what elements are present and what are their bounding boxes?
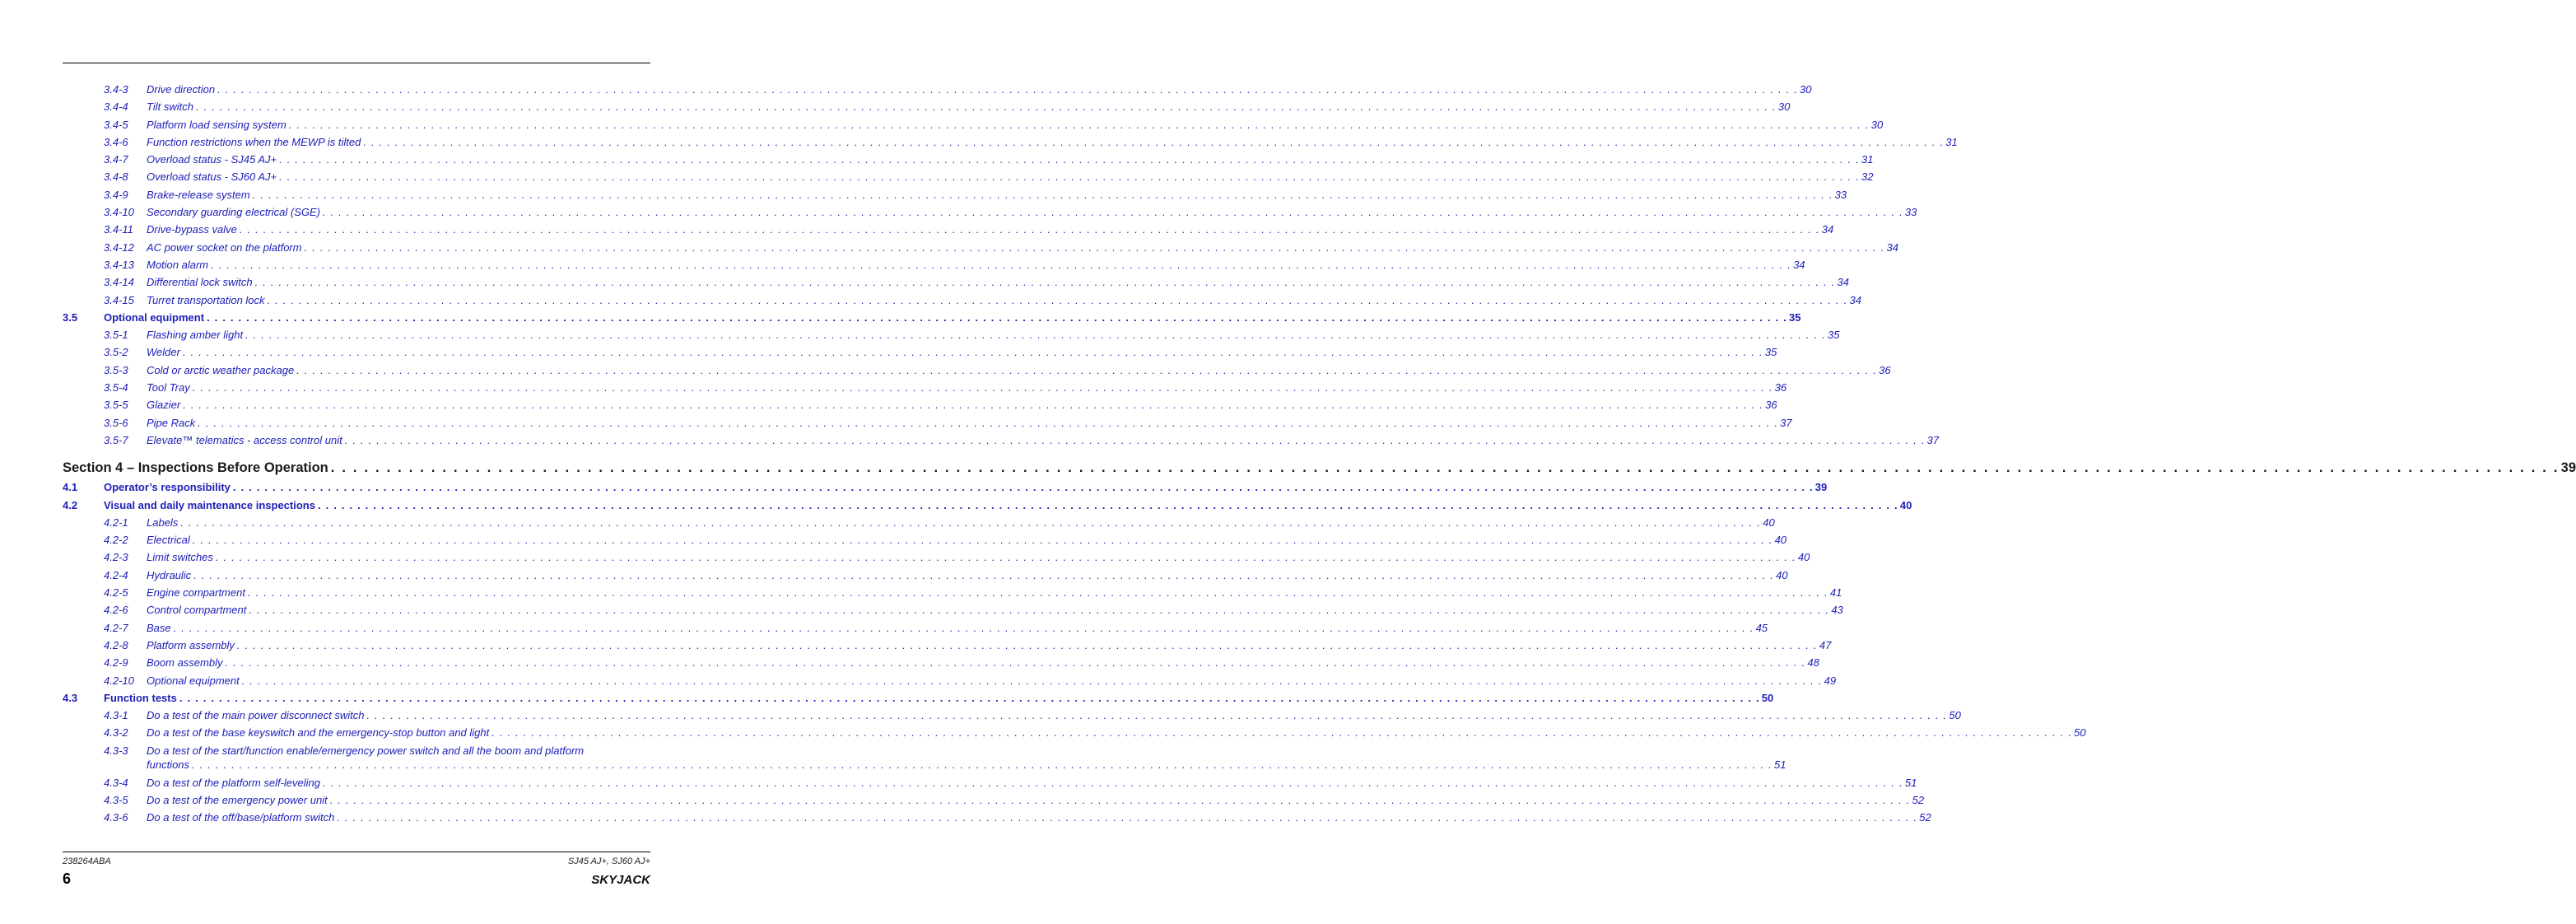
toc-entry-title: Operator’s responsibility [104, 478, 233, 496]
toc-entry-page: 36 [1773, 379, 1786, 396]
toc-subsection-entry[interactable] [63, 531, 1787, 548]
toc-subsection-entry[interactable] [63, 362, 1891, 379]
toc-entry-number: 3.4-13 [104, 258, 134, 271]
skyjack-logo [576, 871, 650, 886]
toc-section-entry[interactable] [63, 689, 1774, 707]
toc-entry-title: Do a test of the off/base/platform switch [147, 809, 337, 826]
toc-subsection-entry[interactable] [63, 133, 1958, 151]
toc-entry-number: 4.2-8 [104, 638, 128, 651]
toc-entry-number: 3.4-12 [104, 240, 134, 254]
toc-entry-page: 31 [1860, 151, 1873, 168]
toc-entry-page: 34 [1820, 221, 1833, 238]
toc-entry-title: Flashing amber light [147, 326, 245, 343]
toc-entry-title: Platform assembly [147, 637, 237, 654]
toc-entry-page: 36 [1877, 362, 1890, 379]
toc-entry-title: Engine compartment [147, 584, 248, 601]
toc-leader-dots: . . . . . . . . . . . . . . . . . . . . . . . . . . . . . . . . . . . . . . . . . . . . . . . . . . . . . . . . . . . . . . . . . . . . . . . . . . . . . . . . . . . . . . . . . . . . . . . . . . . . . . . . . . . . . . . . . . . . . . . . . . . . . . . . . . . . . . . . . . . . . . . . . . . . . . . . . . . . . . . . . . . . . . . . . . . . . . . . . . . . . . . . . . . . . . . . . . . . . . . . [317, 498, 1898, 511]
toc-subsection-entry[interactable] [63, 514, 1775, 531]
toc-entry-page: 51 [1773, 758, 1786, 771]
toc-leader-dots: . . . . . . . . . . . . . . . . . . . . . . . . . . . . . . . . . . . . . . . . . . . . . . . . . . . . . . . . . . . . . . . . . . . . . . . . . . . . . . . . . . . . . . . . . . . . . . . . . . . . . . . . . . . . . . . . . . . . . . . . . . . . . . . . . . . . . . . . . . . . . . . . . . . . . . . . . . . . . . . . . . . . . . . . . . . . . . . . . . . . . . . . . . . . . . . . . . . . . . . . [183, 399, 1764, 412]
toc-entry-page: 41 [1828, 584, 1842, 601]
toc-entry-number: 4.2-5 [104, 586, 128, 600]
toc-leader-dots: . . . . . . . . . . . . . . . . . . . . . . . . . . . . . . . . . . . . . . . . . . . . . . . . . . . . . . . . . . . . . . . . . . . . . . . . . . . . . . . . . . . . . . . . . . . . . . . . . . . . . . . . . . . . . . . . . . . . . . . . . . . . . . . . . . . . . . . . . . . . . . . . . . . . . . . . . . . . . . . . . . . . . . . . . . . . . . . . . . . . . . . . . . . . . . . . . . . . . . . . [323, 776, 1903, 789]
toc-entry-title: Boom assembly [147, 654, 225, 671]
toc-entry-number: 3.5-5 [104, 399, 128, 412]
toc-chapter-entry[interactable] [63, 459, 2576, 477]
toc-subsection-entry[interactable] [63, 168, 1874, 185]
toc-entry-page: 52 [1911, 791, 1924, 809]
toc-entry-number: 4.2-4 [104, 568, 128, 581]
toc-leader-dots: . . . . . . . . . . . . . . . . . . . . . . . . . . . . . . . . . . . . . . . . . . . . . . . . . . . . . . . . . . . . . . . . . . . . . . . . . . . . . . . . . . . . . . . . . . . . . . . . . . . . . . . . . . . . . . . . . . . . . . . . . . . . . . . . . . . . . . . . . . . . . . . . . . . . . . . . . . . . . . . . . . . . . . . . . . . . . . . . . . . . . . . . . . . . . . . . . . . . . . . . [173, 621, 1754, 634]
toc-entry-title: Function restrictions when the MEWP is tilted [147, 133, 363, 151]
toc-entry-title: Pipe Rack [147, 414, 198, 432]
toc-entry-page: 34 [1885, 239, 1898, 256]
toc-entry-page: 40 [1774, 567, 1787, 584]
toc-entry-wrapped[interactable] [63, 744, 1786, 772]
toc-subsection-entry[interactable] [63, 116, 1884, 133]
toc-entry-title: Do a test of the emergency power unit [147, 791, 330, 809]
toc-entry-page: 51 [1903, 774, 1917, 791]
toc-entry-number: 4.2-2 [104, 534, 128, 547]
toc-subsection-entry[interactable] [63, 379, 1787, 396]
toc-entry-number: 4.2-3 [104, 551, 128, 564]
toc-leader-dots: . . . . . . . . . . . . . . . . . . . . . . . . . . . . . . . . . . . . . . . . . . . . . . . . . . . . . . . . . . . . . . . . . . . . . . . . . . . . . . . . . . . . . . . . . . . . . . . . . . . . . . . . . . . . . . . . . . . . . . . . . . . . . . . . . . . . . . . . . . . . . . . . . . . . . . . . . . . . . . . . . . . . . . . . . . . . . . . . . . . . . . . . . . . . . . . . . . . . . . . . [195, 100, 1777, 114]
model-names: SJ45 AJ+, SJ60 AJ+ [567, 856, 650, 866]
toc-leader-dots: . . . . . . . . . . . . . . . . . . . . . . . . . . . . . . . . . . . . . . . . . . . . . . . . . . . . . . . . . . . . . . . . . . . . . . . . . . . . . . . . . . . . . . . . . . . . . . . . . . . . . . . . . . . . . . . . . . . . . . . . . . . . . . . . . . . . . . . . . . . . . . . . . . . . . . . . . . . . . . . . . . . . . . . . . . . . . . . . . . . . . . . . . . . . . . . . . . . . . . . . [491, 726, 2073, 740]
toc-entry-number: 4.3-4 [104, 776, 128, 789]
toc-subsection-entry[interactable] [63, 292, 1861, 309]
toc-entry-page: 33 [1833, 186, 1847, 203]
toc-entry-title: Base [147, 619, 174, 637]
toc-leader-dots: . . . . . . . . . . . . . . . . . . . . . . . . . . . . . . . . . . . . . . . . . . . . . . . . . . . . . . . . . . . . . . . . . . . . . . . . . . . . . . . . . . . . . . . . . . . . . . . . . . . . . . . . . . . . . . . . . . . . . . . . . . . . . . . . . . . . . . . . . . . . . . . . . . . . . . . . . . . . . . . . . . . . . . . . . . . . . . . . . . . . . . . . . . . . . . . . . . . . . . . . [239, 223, 1820, 236]
toc-subsection-entry[interactable] [63, 809, 1931, 826]
toc-entry-page: 39 [1814, 478, 1827, 496]
toc-entry-page: 35 [1826, 326, 1839, 343]
toc-group-section-4 [63, 478, 2086, 741]
toc-subsection-entry[interactable] [63, 601, 1843, 618]
page-number: 6 [63, 870, 72, 887]
toc-entry-number: 4.2 [63, 498, 78, 511]
toc-leader-dots: . . . . . . . . . . . . . . . . . . . . . . . . . . . . . . . . . . . . . . . . . . . . . . . . . . . . . . . . . . . . . . . . . . . . . . . . . . . . . . . . . . . . . . . . . . . . . . . . . . . . . . . . . . . . . . . . . . . . . . . . . . . . . . . . . . . . . . . . . . . . . . . . . . . . . . . . . . . . . . . . . . . . . . . . . . . . . . . . . . . . . . . . . . . . . . . . . . . . . . . . [198, 416, 1779, 429]
toc-entry-page: 30 [1777, 98, 1790, 115]
toc-entry-page: 43 [1829, 601, 1842, 618]
toc-entry-title: Motion alarm [147, 256, 211, 273]
toc-entry-page: 32 [1860, 168, 1873, 185]
toc-subsection-entry[interactable] [63, 672, 1837, 689]
toc-subsection-entry[interactable] [63, 186, 1847, 203]
toc-subsection-entry[interactable] [63, 548, 1810, 566]
toc-leader-dots: . . . . . . . . . . . . . . . . . . . . . . . . . . . . . . . . . . . . . . . . . . . . . . . . . . . . . . . . . . . . . . . . . . . . . . . . . . . . . . . . . . . . . . . . . . . . . . . . . . . . . . . . . . . . . . . . . . . . . . . . . . . . . . . . . . . . . . . . . . . . . . . . . . . . . . . . . . . . . . . . . . . . . . . . . . . . . . . . . . . . . . . . . . . . . . . . . . . . . . . . [215, 551, 1796, 564]
toc-subsection-entry[interactable] [63, 791, 1925, 809]
toc-entry-page: 50 [2072, 724, 2085, 741]
toc-subsection-entry[interactable] [63, 707, 1961, 724]
toc-subsection-entry[interactable] [63, 326, 1840, 343]
toc-entry-page: 33 [1903, 203, 1917, 221]
toc-entry-number: 3.4-14 [104, 276, 134, 289]
toc-leader-dots: . . . . . . . . . . . . . . . . . . . . . . . . . . . . . . . . . . . . . . . . . . . . . . . . . . . . . . . . . . . . . . . . . . . . . . . . . . . . . . . . . . . . . . . . . . . . . . . . . . . . . . . . . . . . . . . . . . . . . . . . . . . . . . . . . . . . . . . . . . . . . . . . . . . . . . . . . . . . . . . . . . . . . . . . . . . . . . . . . . . . . . . . . . . . . . . . . . . . . . . . [249, 604, 1830, 617]
toc-entry-number: 4.3 [63, 691, 78, 704]
toc-subsection-entry[interactable] [63, 724, 2086, 741]
toc-leader-dots: . . . . . . . . . . . . . . . . . . . . . . . . . . . . . . . . . . . . . . . . . . . . . . . . . . . . . . . . . . . . . . . . . . . . . . . . . . . . . . . . . . . . . . . . . . . . . . . . . . . . . . . . . . . . . . . . . . . . . . . . . . . . . . . . . . . . . . . . . . . . . . . . . . . . . . . . . . . . . . . . . . . . . . . . . . . . . . . . . . . . . . . . . . . . . . . . . . . . . . . . [296, 363, 1878, 376]
toc-subsection-entry[interactable] [63, 654, 1819, 671]
toc-leader-dots: . . . . . . . . . . . . . . . . . . . . . . . . . . . . . . . . . . . . . . . . . . . . . . . . . . . . . . . . . . . . . . . . . . . . . . . . . . . . . . . . . . . . . . . . . . . . . . . . . . . . . . . . . . . . . . . . . . . . . . . . . . . . . . . . . . . . . . . . . . . . . . . . . . . . . . . . . . . . . . . . . . . . . . . . . . . . . . . . . . . . . . . . . . . . . . . . . . . . . . . . [207, 310, 1787, 324]
toc-leader-dots: . . . . . . . . . . . . . . . . . . . . . . . . . . . . . . . . . . . . . . . . . . . . . . . . . . . . . . . . . . . . . . . . . . . . . . . . . . . . . . . . . . . . . . . . . . . . . . . . . . . . . . . . . . . . . . . . . . . . . . . . . . . . . . . . . . . . . . . . . . . . . . . . . . . . . . . . . . . . . . . . . . . . . . . . . . . . . . . . . . . . . . . . . . . . . . . . . . . . . . . . [366, 709, 1948, 722]
toc-entry-page: 45 [1754, 619, 1768, 637]
toc-subsection-entry[interactable] [63, 256, 1805, 273]
toc-subsection-entry[interactable] [63, 396, 1777, 413]
toc-leader-dots: . . . . . . . . . . . . . . . . . . . . . . . . . . . . . . . . . . . . . . . . . . . . . . . . . . . . . . . . . . . . . . . . . . . . . . . . . . . . . . . . . . . . . . . . . . . . . . . . . . . . . . . . . . . . . . . . . . . . . . . . . . . . . . . . . . . . . . . . . . . . . . . . . . . . . . . . . . . . . . . . . . . . . . . . . . . . . . . . . . . . . . . . . . . . . . . . . . . . . . . . [211, 258, 1792, 271]
toc-entry-page: 40 [1761, 514, 1774, 531]
toc-entry-title: Tilt switch [147, 98, 196, 115]
toc-entry-title: Optional equipment [147, 672, 242, 689]
toc-leader-dots: . . . . . . . . . . . . . . . . . . . . . . . . . . . . . . . . . . . . . . . . . . . . . . . . . . . . . . . . . . . . . . . . . . . . . . . . . . . . . . . . . . . . . . . . . . . . . . . . . . . . . . . . . . . . . . . . . . . . . . . . . . . . . . . . . . . . . . . . . . . . . . . . . . . . . . . . . . . . . . . . . . . . . . . . . . . . . . . . . . . . . . . . . . . . . . . . . . . . . . . . [344, 433, 1926, 446]
toc-entry-title: Differential lock switch [147, 273, 255, 291]
toc-entry-page: 52 [1917, 809, 1931, 826]
toc-entry-page: 35 [1763, 343, 1777, 361]
toc-entry-title: Cold or arctic weather package [147, 362, 296, 379]
toc-leader-dots: . . . . . . . . . . . . . . . . . . . . . . . . . . . . . . . . . . . . . . . . . . . . . . . . . . . . . . . . . . . . . . . . . . . . . . . . . . . . . . . . . . . . . . . . . . . . . . . . . . . . . . . . . . . . . . . . . . . . . . . . . . . . . . . . . . . . . . . . . . . . . . . . . . . . . . . . . . . . . . . . . . . . . . . . . . . . . . . . . . . . . . . . . . . . . . . . . . . . . . . . [330, 460, 2560, 476]
toc-subsection-entry[interactable] [63, 584, 1842, 601]
toc-entry-title: Section 4 – Inspections Before Operation [63, 459, 331, 477]
toc-entry-number: 3.5-1 [104, 329, 128, 342]
toc-entry-title: Limit switches [147, 548, 216, 566]
toc-entry-title: Tool Tray [147, 379, 193, 396]
toc-group-function-tests [63, 774, 1931, 827]
toc-entry-title: Drive direction [147, 81, 217, 98]
toc-entry-number: 3.4-6 [104, 135, 128, 148]
toc-subsection-entry[interactable] [63, 151, 1874, 168]
toc-entry-title: Do a test of the base keyswitch and the emergency-stop button and light [147, 724, 491, 741]
toc-leader-dots: . . . . . . . . . . . . . . . . . . . . . . . . . . . . . . . . . . . . . . . . . . . . . . . . . . . . . . . . . . . . . . . . . . . . . . . . . . . . . . . . . . . . . . . . . . . . . . . . . . . . . . . . . . . . . . . . . . . . . . . . . . . . . . . . . . . . . . . . . . . . . . . . . . . . . . . . . . . . . . . . . . . . . . . . . . . . . . . . . . . . . . . . . . . . . . . . . . . . . . . . [329, 793, 1911, 806]
toc-subsection-entry[interactable] [63, 774, 1917, 791]
document-number: 238264ABA [63, 856, 111, 866]
toc-subsection-entry[interactable] [63, 273, 1849, 291]
toc-entry-title: Elevate™ telematics - access control unit [147, 432, 345, 449]
toc-entry-title: Electrical [147, 531, 193, 548]
toc-entry-number: 3.4-15 [104, 293, 134, 306]
toc-entry-title: Do a test of the main power disconnect switch [147, 707, 366, 724]
toc-entry-page: 49 [1823, 672, 1836, 689]
toc-entry-title: Welder [147, 343, 183, 361]
toc-entry-title: Control compartment [147, 601, 249, 618]
toc-subsection-entry[interactable] [63, 343, 1777, 361]
toc-entry-title-continued: functions [147, 758, 192, 772]
toc-entry-number: 4.2-6 [104, 604, 128, 617]
toc-leader-dots: . . . . . . . . . . . . . . . . . . . . . . . . . . . . . . . . . . . . . . . . . . . . . . . . . . . . . . . . . . . . . . . . . . . . . . . . . . . . . . . . . . . . . . . . . . . . . . . . . . . . . . . . . . . . . . . . . . . . . . . . . . . . . . . . . . . . . . . . . . . . . . . . . . . . . . . . . . . . . . . . . . . . . . . . . . . . . . . . . . . . . . . . . . . . . . . . . . . . . . . . [225, 656, 1806, 670]
toc-entry-number: 4.3-5 [104, 793, 128, 806]
toc-entry-page: 34 [1836, 273, 1849, 291]
toc-entry-page: 34 [1791, 256, 1805, 273]
toc-entry-page: 30 [1870, 116, 1883, 133]
toc-entry-number: 3.5-7 [104, 433, 128, 446]
toc-leader-dots: . . . . . . . . . . . . . . . . . . . . . . . . . . . . . . . . . . . . . . . . . . . . . . . . . . . . . . . . . . . . . . . . . . . . . . . . . . . . . . . . . . . . . . . . . . . . . . . . . . . . . . . . . . . . . . . . . . . . . . . . . . . . . . . . . . . . . . . . . . . . . . . . . . . . . . . . . . . . . . . . . . . . . . . . . . . . . . . . . . . . . . . . . . . . . . . . . . . . . . . . [279, 170, 1861, 184]
toc-entry-number: 4.3-1 [104, 709, 128, 722]
toc-entry-number: 4.2-10 [104, 674, 134, 687]
toc-leader-dots: . . . . . . . . . . . . . . . . . . . . . . . . . . . . . . . . . . . . . . . . . . . . . . . . . . . . . . . . . . . . . . . . . . . . . . . . . . . . . . . . . . . . . . . . . . . . . . . . . . . . . . . . . . . . . . . . . . . . . . . . . . . . . . . . . . . . . . . . . . . . . . . . . . . . . . . . . . . . . . . . . . . . . . . . . . . . . . . . . . . . . . . . . . . . . . . . . . . . . . . . [279, 153, 1861, 166]
toc-entry-number: 3.4-3 [104, 83, 128, 96]
toc-entry-number: 3.4-11 [104, 223, 133, 236]
toc-entry-number: 3.4-7 [104, 153, 128, 166]
toc-entry-number: 3.4-10 [104, 206, 134, 219]
toc-leader-dots: . . . . . . . . . . . . . . . . . . . . . . . . . . . . . . . . . . . . . . . . . . . . . . . . . . . . . . . . . . . . . . . . . . . . . . . . . . . . . . . . . . . . . . . . . . . . . . . . . . . . . . . . . . . . . . . . . . . . . . . . . . . . . . . . . . . . . . . . . . . . . . . . . . . . . . . . . . . . . . . . . . . . . . . . . . . . . . . . . . . . . . . . . . . . . . . . . . . . . . . . [288, 118, 1870, 131]
toc-entry-title: Brake-release system [147, 186, 253, 203]
toc-entry-title: Function tests [104, 689, 179, 707]
toc-entry-title: Optional equipment [104, 309, 207, 326]
toc-leader-dots: . . . . . . . . . . . . . . . . . . . . . . . . . . . . . . . . . . . . . . . . . . . . . . . . . . . . . . . . . . . . . . . . . . . . . . . . . . . . . . . . . . . . . . . . . . . . . . . . . . . . . . . . . . . . . . . . . . . . . . . . . . . . . . . . . . . . . . . . . . . . . . . . . . . . . . . . . . . . . . . . . . . . . . . . . . . . . . . . . . . . . . . . . . . . . . . . . . . . . . . . [182, 346, 1763, 359]
toc-leader-dots: . . . . . . . . . . . . . . . . . . . . . . . . . . . . . . . . . . . . . . . . . . . . . . . . . . . . . . . . . . . . . . . . . . . . . . . . . . . . . . . . . . . . . . . . . . . . . . . . . . . . . . . . . . . . . . . . . . . . . . . . . . . . . . . . . . . . . . . . . . . . . . . . . . . . . . . . . . . . . . . . . . . . . . . . . . . . . . . . . . . . . . . . . . . . . . . . . . . . . . . . [192, 381, 1773, 394]
toc-entry-number: 4.2-1 [104, 516, 128, 529]
toc-leader-dots: . . . . . . . . . . . . . . . . . . . . . . . . . . . . . . . . . . . . . . . . . . . . . . . . . . . . . . . . . . . . . . . . . . . . . . . . . . . . . . . . . . . . . . . . . . . . . . . . . . . . . . . . . . . . . . . . . . . . . . . . . . . . . . . . . . . . . . . . . . . . . . . . . . . . . . . . . . . . . . . . . . . . . . . . . . . . . . . . . . . . . . . . . . . . . . . . . . . . . . . . [232, 481, 1814, 494]
toc-entry-number: 3.4-9 [104, 188, 128, 201]
toc-entry-title: Turret transportation lock [147, 292, 268, 309]
toc-entry-title: Hydraulic [147, 567, 193, 584]
toc-entry-title: AC power socket on the platform [147, 239, 305, 256]
toc-entry-page: 36 [1763, 396, 1777, 413]
toc-subsection-entry[interactable] [63, 239, 1898, 256]
toc-entry-page: 31 [1944, 133, 1957, 151]
toc-entry-page: 35 [1787, 309, 1800, 326]
toc-subsection-entry[interactable] [63, 203, 1917, 221]
toc-entry-page: 37 [1926, 432, 1939, 449]
toc-leader-dots: . . . . . . . . . . . . . . . . . . . . . . . . . . . . . . . . . . . . . . . . . . . . . . . . . . . . . . . . . . . . . . . . . . . . . . . . . . . . . . . . . . . . . . . . . . . . . . . . . . . . . . . . . . . . . . . . . . . . . . . . . . . . . . . . . . . . . . . . . . . . . . . . . . . . . . . . . . . . . . . . . . . . . . . . . . . . . . . . . . . . . . . . . . . . . . . . . . . . . . . . [247, 586, 1828, 600]
toc-entry-title: Do a test of the start/function enable/emergency power switch and all the boom and platform [147, 744, 585, 757]
toc-leader-dots: . . . . . . . . . . . . . . . . . . . . . . . . . . . . . . . . . . . . . . . . . . . . . . . . . . . . . . . . . . . . . . . . . . . . . . . . . . . . . . . . . . . . . . . . . . . . . . . . . . . . . . . . . . . . . . . . . . . . . . . . . . . . . . . . . . . . . . . . . . . . . . . . . . . . . . . . . . . . . . . . . . . . . . . . . . . . . . . . . . . . . . . . . . . . . . . . . . . . . . . . [193, 568, 1775, 581]
toc-entry-title: Glazier [147, 396, 183, 413]
toc-leader-dots: . . . . . . . . . . . . . . . . . . . . . . . . . . . . . . . . . . . . . . . . . . . . . . . . . . . . . . . . . . . . . . . . . . . . . . . . . . . . . . . . . . . . . . . . . . . . . . . . . . . . . . . . . . . . . . . . . . . . . . . . . . . . . . . . . . . . . . . . . . . . . . . . . . . . . . . . . . . . . . . . . . . . . . . . . . . . . . . . . . . . . . . . . . . . . . . . . . . . . . . . [363, 135, 1945, 148]
toc-group-section-3 [63, 81, 1958, 449]
toc-section-entry[interactable] [63, 309, 1801, 326]
toc-entry-title: Drive-bypass valve [147, 221, 240, 238]
toc-entry-number: 4.2-9 [104, 656, 128, 670]
toc-entry-title: Secondary guarding electrical (SGE) [147, 203, 323, 221]
toc-entry-title: Visual and daily maintenance inspections [104, 497, 318, 514]
toc-leader-dots: . . . . . . . . . . . . . . . . . . . . . . . . . . . . . . . . . . . . . . . . . . . . . . . . . . . . . . . . . . . . . . . . . . . . . . . . . . . . . . . . . . . . . . . . . . . . . . . . . . . . . . . . . . . . . . . . . . . . . . . . . . . . . . . . . . . . . . . . . . . . . . . . . . . . . . . . . . . . . . . . . . . . . . . . . . . . . . . . . . . . . . . . . . . . . . . . . . . . . . . . [337, 811, 1918, 824]
toc-entry-page: 30 [1798, 81, 1811, 98]
toc-subsection-entry[interactable] [63, 432, 1940, 449]
toc-entry-page: 50 [1760, 689, 1773, 707]
toc-subsection-entry[interactable] [63, 98, 1791, 115]
toc-leader-dots: . . . . . . . . . . . . . . . . . . . . . . . . . . . . . . . . . . . . . . . . . . . . . . . . . . . . . . . . . . . . . . . . . . . . . . . . . . . . . . . . . . . . . . . . . . . . . . . . . . . . . . . . . . . . . . . . . . . . . . . . . . . . . . . . . . . . . . . . . . . . . . . . . . . . . . . . . . . . . . . . . . . . . . . . . . . . . . . . . . . . . . . . . . . . . . . . . . . . . . . . [217, 83, 1799, 96]
toc-leader-dots: . . . . . . . . . . . . . . . . . . . . . . . . . . . . . . . . . . . . . . . . . . . . . . . . . . . . . . . . . . . . . . . . . . . . . . . . . . . . . . . . . . . . . . . . . . . . . . . . . . . . . . . . . . . . . . . . . . . . . . . . . . . . . . . . . . . . . . . . . . . . . . . . . . . . . . . . . . . . . . . . . . . . . . . . . . . . . . . . . . . . . . . . . . . . . . . . . . . . . . . . [323, 206, 1903, 219]
toc-entry-title: Labels [147, 514, 180, 531]
toc-entry-number: 3.5-3 [104, 363, 128, 376]
toc-entry-number: 4.3-3 [104, 744, 128, 757]
toc-entry-page: 47 [1818, 637, 1831, 654]
toc-entry-number: 3.4-8 [104, 170, 128, 184]
toc-entry-number: 3.5 [63, 310, 78, 324]
toc-entry-number: 4.1 [63, 481, 78, 494]
toc-leader-dots: . . . . . . . . . . . . . . . . . . . . . . . . . . . . . . . . . . . . . . . . . . . . . . . . . . . . . . . . . . . . . . . . . . . . . . . . . . . . . . . . . . . . . . . . . . . . . . . . . . . . . . . . . . . . . . . . . . . . . . . . . . . . . . . . . . . . . . . . . . . . . . . . . . . . . . . . . . . . . . . . . . . . . . . . . . . . . . . . . . . . . . . . . . . . . . . . . . . . . . . . [192, 534, 1773, 547]
toc-entry-number: 4.3-6 [104, 811, 128, 824]
toc-subsection-entry[interactable] [63, 637, 1832, 654]
toc-leader-dots: . . . . . . . . . . . . . . . . . . . . . . . . . . . . . . . . . . . . . . . . . . . . . . . . . . . . . . . . . . . . . . . . . . . . . . . . . . . . . . . . . . . . . . . . . . . . . . . . . . . . . . . . . . . . . . . . . . . . . . . . . . . . . . . . . . . . . . . . . . . . . . . . . . . . . . . . . . . . . . . . . . . . . . . . . . . . . . . . . . . . . . . . . . . . . . . . . . . . . . . . [245, 329, 1826, 342]
toc-entry-number: 3.4-5 [104, 118, 128, 131]
toc-subsection-entry[interactable] [63, 567, 1788, 584]
toc-entry-page: 34 [1847, 292, 1861, 309]
logo-text: SKYJACK [591, 873, 650, 887]
toc-entry-number: 4.3-2 [104, 726, 128, 740]
toc-entry-page: 50 [1947, 707, 1960, 724]
toc-leader-dots: . . . . . . . . . . . . . . . . . . . . . . . . . . . . . . . . . . . . . . . . . . . . . . . . . . . . . . . . . . . . . . . . . . . . . . . . . . . . . . . . . . . . . . . . . . . . . . . . . . . . . . . . . . . . . . . . . . . . . . . . . . . . . . . . . . . . . . . . . . . . . . . . . . . . . . . . . . . . . . . . . . . . . . . . . . . . . . . . . . . . . . . . . . . . . . . . . . . . . . . . [304, 240, 1885, 254]
toc-entry-title: Overload status - SJ60 AJ+ [147, 168, 279, 185]
toc-entry-number: 3.5-2 [104, 346, 128, 359]
toc-entry-page: 40 [1796, 548, 1810, 566]
toc-section-entry[interactable] [63, 497, 1912, 514]
toc-subsection-entry[interactable] [63, 414, 1792, 432]
toc-entry-page: 40 [1898, 497, 1912, 514]
toc-subsection-entry[interactable] [63, 81, 1812, 98]
toc-entry-page: 48 [1805, 654, 1819, 671]
toc-entry-number: 3.5-4 [104, 381, 128, 394]
toc-leader-dots: . . . . . . . . . . . . . . . . . . . . . . . . . . . . . . . . . . . . . . . . . . . . . . . . . . . . . . . . . . . . . . . . . . . . . . . . . . . . . . . . . . . . . . . . . . . . . . . . . . . . . . . . . . . . . . . . . . . . . . . . . . . . . . . . . . . . . . . . . . . . . . . . . . . . . . . . . . . . . . . . . . . . . . . . . . . . . . . . . . . . . . . . . . . . . . . . . . . . . . . . [236, 638, 1818, 651]
toc-entry-number: 3.5-6 [104, 416, 128, 429]
toc-subsection-entry[interactable] [63, 619, 1768, 637]
toc-entry-page: 39 [2560, 460, 2576, 476]
toc-entry-title: Overload status - SJ45 AJ+ [147, 151, 279, 168]
toc-entry-number: 4.2-7 [104, 621, 128, 634]
toc-entry-page: 40 [1773, 531, 1786, 548]
toc-leader-dots: . . . . . . . . . . . . . . . . . . . . . . . . . . . . . . . . . . . . . . . . . . . . . . . . . . . . . . . . . . . . . . . . . . . . . . . . . . . . . . . . . . . . . . . . . . . . . . . . . . . . . . . . . . . . . . . . . . . . . . . . . . . . . . . . . . . . . . . . . . . . . . . . . . . . . . . . . . . . . . . . . . . . . . . . . . . . . . . . . . . . . . . . . . . . . . . . . . . . . . . . [192, 758, 1772, 771]
toc-leader-dots: . . . . . . . . . . . . . . . . . . . . . . . . . . . . . . . . . . . . . . . . . . . . . . . . . . . . . . . . . . . . . . . . . . . . . . . . . . . . . . . . . . . . . . . . . . . . . . . . . . . . . . . . . . . . . . . . . . . . . . . . . . . . . . . . . . . . . . . . . . . . . . . . . . . . . . . . . . . . . . . . . . . . . . . . . . . . . . . . . . . . . . . . . . . . . . . . . . . . . . . . [241, 674, 1823, 687]
toc-leader-dots: . . . . . . . . . . . . . . . . . . . . . . . . . . . . . . . . . . . . . . . . . . . . . . . . . . . . . . . . . . . . . . . . . . . . . . . . . . . . . . . . . . . . . . . . . . . . . . . . . . . . . . . . . . . . . . . . . . . . . . . . . . . . . . . . . . . . . . . . . . . . . . . . . . . . . . . . . . . . . . . . . . . . . . . . . . . . . . . . . . . . . . . . . . . . . . . . . . . . . . . . [180, 516, 1762, 529]
toc-leader-dots: . . . . . . . . . . . . . . . . . . . . . . . . . . . . . . . . . . . . . . . . . . . . . . . . . . . . . . . . . . . . . . . . . . . . . . . . . . . . . . . . . . . . . . . . . . . . . . . . . . . . . . . . . . . . . . . . . . . . . . . . . . . . . . . . . . . . . . . . . . . . . . . . . . . . . . . . . . . . . . . . . . . . . . . . . . . . . . . . . . . . . . . . . . . . . . . . . . . . . . . . [252, 188, 1833, 201]
toc-entry-title: Platform load sensing system [147, 116, 289, 133]
toc-leader-dots: . . . . . . . . . . . . . . . . . . . . . . . . . . . . . . . . . . . . . . . . . . . . . . . . . . . . . . . . . . . . . . . . . . . . . . . . . . . . . . . . . . . . . . . . . . . . . . . . . . . . . . . . . . . . . . . . . . . . . . . . . . . . . . . . . . . . . . . . . . . . . . . . . . . . . . . . . . . . . . . . . . . . . . . . . . . . . . . . . . . . . . . . . . . . . . . . . . . . . . . . [179, 691, 1760, 704]
toc-subsection-entry[interactable] [63, 221, 1834, 238]
toc-leader-dots: . . . . . . . . . . . . . . . . . . . . . . . . . . . . . . . . . . . . . . . . . . . . . . . . . . . . . . . . . . . . . . . . . . . . . . . . . . . . . . . . . . . . . . . . . . . . . . . . . . . . . . . . . . . . . . . . . . . . . . . . . . . . . . . . . . . . . . . . . . . . . . . . . . . . . . . . . . . . . . . . . . . . . . . . . . . . . . . . . . . . . . . . . . . . . . . . . . . . . . . . [267, 293, 1848, 306]
toc-leader-dots: . . . . . . . . . . . . . . . . . . . . . . . . . . . . . . . . . . . . . . . . . . . . . . . . . . . . . . . . . . . . . . . . . . . . . . . . . . . . . . . . . . . . . . . . . . . . . . . . . . . . . . . . . . . . . . . . . . . . . . . . . . . . . . . . . . . . . . . . . . . . . . . . . . . . . . . . . . . . . . . . . . . . . . . . . . . . . . . . . . . . . . . . . . . . . . . . . . . . . . . . [254, 276, 1836, 289]
toc-entry-number: 3.4-4 [104, 100, 128, 114]
toc-section-entry[interactable] [63, 478, 1828, 496]
toc-entry-title: Do a test of the platform self-leveling [147, 774, 323, 791]
table-of-contents [63, 81, 2576, 827]
toc-entry-page: 37 [1778, 414, 1791, 432]
